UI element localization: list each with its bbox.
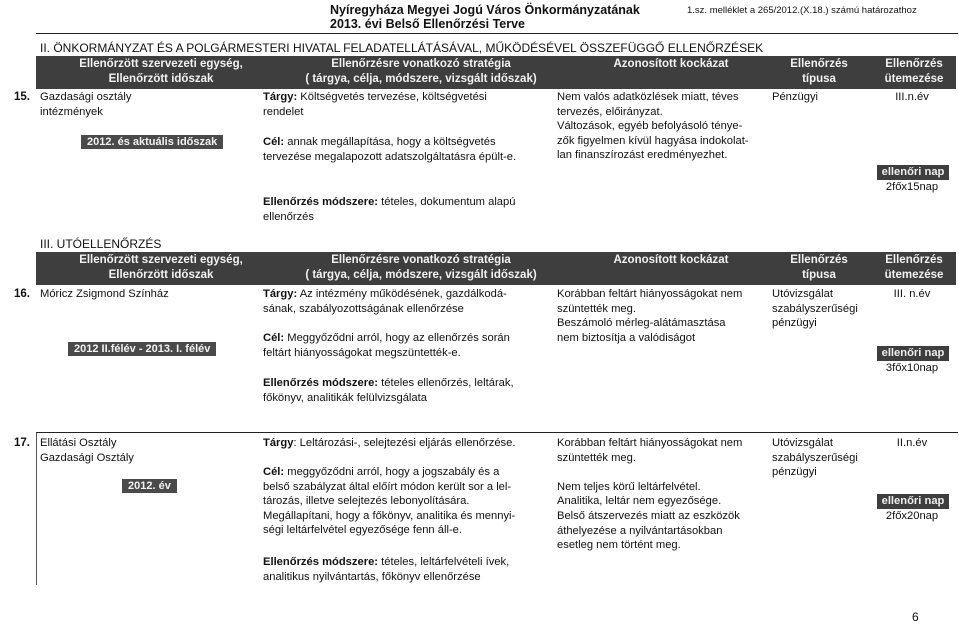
goal-text: meggyőződni arról, hogy a jogszabály és a belső szabályzat által előírt módon került sor a lel- tározás, illetve selejtezés lebonyolítására. Megállapítani, hogy a főkönyv, analitika és mennyi- ségi leltárfelvétel egyezősége fenn áll-e. (263, 466, 516, 537)
row-method (263, 555, 509, 584)
row-unit: Gazdasági osztály intézmények (40, 91, 132, 118)
row-number: 16. (14, 288, 30, 300)
inspector-days-label: ellenőri nap (877, 165, 949, 180)
subject-text: : Leltározási-, selejtezési eljárás ellenőrzése. (293, 437, 516, 449)
inspector-days: 3főx10nap (885, 362, 939, 374)
row-number: 15. (14, 91, 30, 103)
method-text: tételes ellenőrzés, leltárak, főkönyv, analitikák felülvizsgálata (263, 377, 514, 404)
col-schedule-l2: ütemezése (884, 73, 944, 85)
page-number: 6 (912, 610, 919, 624)
inspector-days: 2főx20nap (885, 510, 939, 522)
subject-label: Tárgy: (263, 91, 298, 103)
col-strategy-l1: Ellenőrzésre vonatkozó stratégia (331, 254, 511, 266)
col-strategy-l1: Ellenőrzésre vonatkozó stratégia (331, 58, 511, 70)
method-label: Ellenőrzés módszere: (263, 377, 379, 389)
method-text: tételes, dokumentum alapú ellenőrzés (263, 196, 516, 223)
col-unit-l1: Ellenőrzött szervezeti egység, (79, 254, 243, 266)
col-strategy-l2: ( tárgya, célja, módszere, vizsgált időszak) (305, 269, 537, 281)
subject-text: Az intézmény működésének, gazdálkodá- sának, szabályozottságának ellenőrzése (263, 288, 507, 315)
row-period: 2012. és aktuális időszak (81, 135, 223, 149)
row-goal (263, 135, 516, 164)
row-type: Utóvizsgálat szabályszerűségi pénzügyi (772, 437, 858, 479)
row-unit: Móricz Zsigmond Színház (40, 288, 169, 300)
row-risk: Nem valós adatközlések miatt, téves tervezés, előirányzat. Változások, egyéb befolyásoló ténye- zők figyelmen kívül hagyása indokolat- lan finanszírozást eredményezhet. (557, 91, 749, 162)
method-label: Ellenőrzés módszere: (263, 556, 379, 568)
row-goal (263, 465, 515, 538)
col-type-l1: Ellenőrzés (790, 58, 848, 70)
column-header-band (36, 56, 956, 89)
col-strategy-l2: ( tárgya, célja, módszere, vizsgált időszak) (305, 73, 537, 85)
col-unit-l1: Ellenőrzött szervezeti egység, (79, 58, 243, 70)
row-period: 2012 II.félév - 2013. I. félév (68, 342, 216, 356)
row-number: 17. (14, 437, 30, 449)
subject-text: Költségvetés tervezése, költségvetési rendelet (263, 91, 487, 118)
method-label: Ellenőrzés módszere: (263, 196, 379, 208)
goal-text: annak megállapítása, hogy a költségvetés tervezése megalapozott adatszolgáltatásra épült-e. (263, 136, 517, 163)
header-rule (36, 33, 958, 34)
attachment-reference: 1.sz. melléklet a 265/2012.(X.18.) számú határozathoz (687, 5, 917, 16)
section-divider (36, 432, 958, 433)
row-subject (263, 436, 515, 451)
subject-label: Tárgy: (263, 288, 298, 300)
col-type-l2: típusa (802, 73, 836, 85)
goal-text: Meggyőződni arról, hogy az ellenőrzés során feltárt hiányosságokat megszüntették-e. (263, 332, 510, 359)
col-schedule-l1: Ellenőrzés (885, 58, 943, 70)
document-title: Nyíregyháza Megyei Jogú Város Önkormányzatának (330, 3, 640, 17)
row-goal (263, 331, 510, 360)
method-text: tételes, leltárfelvételi ívek, analitikus nyilvántartás, főkönyv ellenőrzése (263, 556, 510, 583)
col-unit-l2: Ellenőrzött időszak (108, 73, 214, 85)
row-unit: Ellátási Osztály Gazdasági Osztály (40, 437, 134, 464)
row-schedule: III. n.év (893, 288, 931, 300)
goal-label: Cél: (263, 332, 285, 344)
section-title-ii: II. ÖNKORMÁNYZAT ÉS A POLGÁRMESTERI HIVATAL FELADATELLÁTÁSÁVAL, MŰKÖDÉSÉVEL ÖSSZEFÜGGŐ ELLENŐRZÉSEK (40, 41, 764, 55)
goal-label: Cél: (263, 466, 285, 478)
col-unit-l2: Ellenőrzött időszak (108, 269, 214, 281)
subject-label: Tárgy (263, 437, 294, 449)
row-period: 2012. év (122, 479, 177, 493)
row-type: Utóvizsgálat szabályszerűségi pénzügyi (772, 288, 858, 330)
document-subtitle: 2013. évi Belső Ellenőrzési Terve (330, 17, 526, 31)
goal-label: Cél: (263, 136, 285, 148)
row-risk: Korábban feltárt hiányosságokat nem szüntették meg. Beszámoló mérleg-alátámasztása nem biztosítja a valódiságot (557, 288, 743, 344)
section-title-iii: III. UTÓELLENŐRZÉS (40, 237, 162, 251)
row-method (263, 195, 515, 224)
col-type-l1: Ellenőrzés (790, 254, 848, 266)
inspector-days-label: ellenőri nap (877, 346, 949, 361)
col-risk: Azonosított kockázat (613, 58, 729, 70)
col-risk: Azonosított kockázat (613, 254, 729, 266)
inspector-days-label: ellenőri nap (877, 494, 949, 509)
inspector-days: 2főx15nap (885, 181, 939, 193)
row-subject (263, 90, 487, 119)
row-risk: Korábban feltárt hiányosságokat nem szüntették meg. Nem teljes körű leltárfelvétel. Analitika, leltár nem egyezősége. Belső átszervezés miatt az eszközök áthelyezése a nyilvántartásokban esetleg nem történt meg. (557, 437, 743, 552)
column-header-band (36, 252, 956, 285)
col-schedule-l2: ütemezése (884, 269, 944, 281)
row-left-border (36, 433, 37, 585)
row-schedule: II.n.év (896, 437, 928, 449)
row-schedule: III.n.év (895, 91, 929, 103)
row-type: Pénzügyi (772, 91, 819, 103)
col-schedule-l1: Ellenőrzés (885, 254, 943, 266)
row-subject (263, 287, 507, 316)
row-method (263, 376, 514, 405)
col-type-l2: típusa (802, 269, 836, 281)
